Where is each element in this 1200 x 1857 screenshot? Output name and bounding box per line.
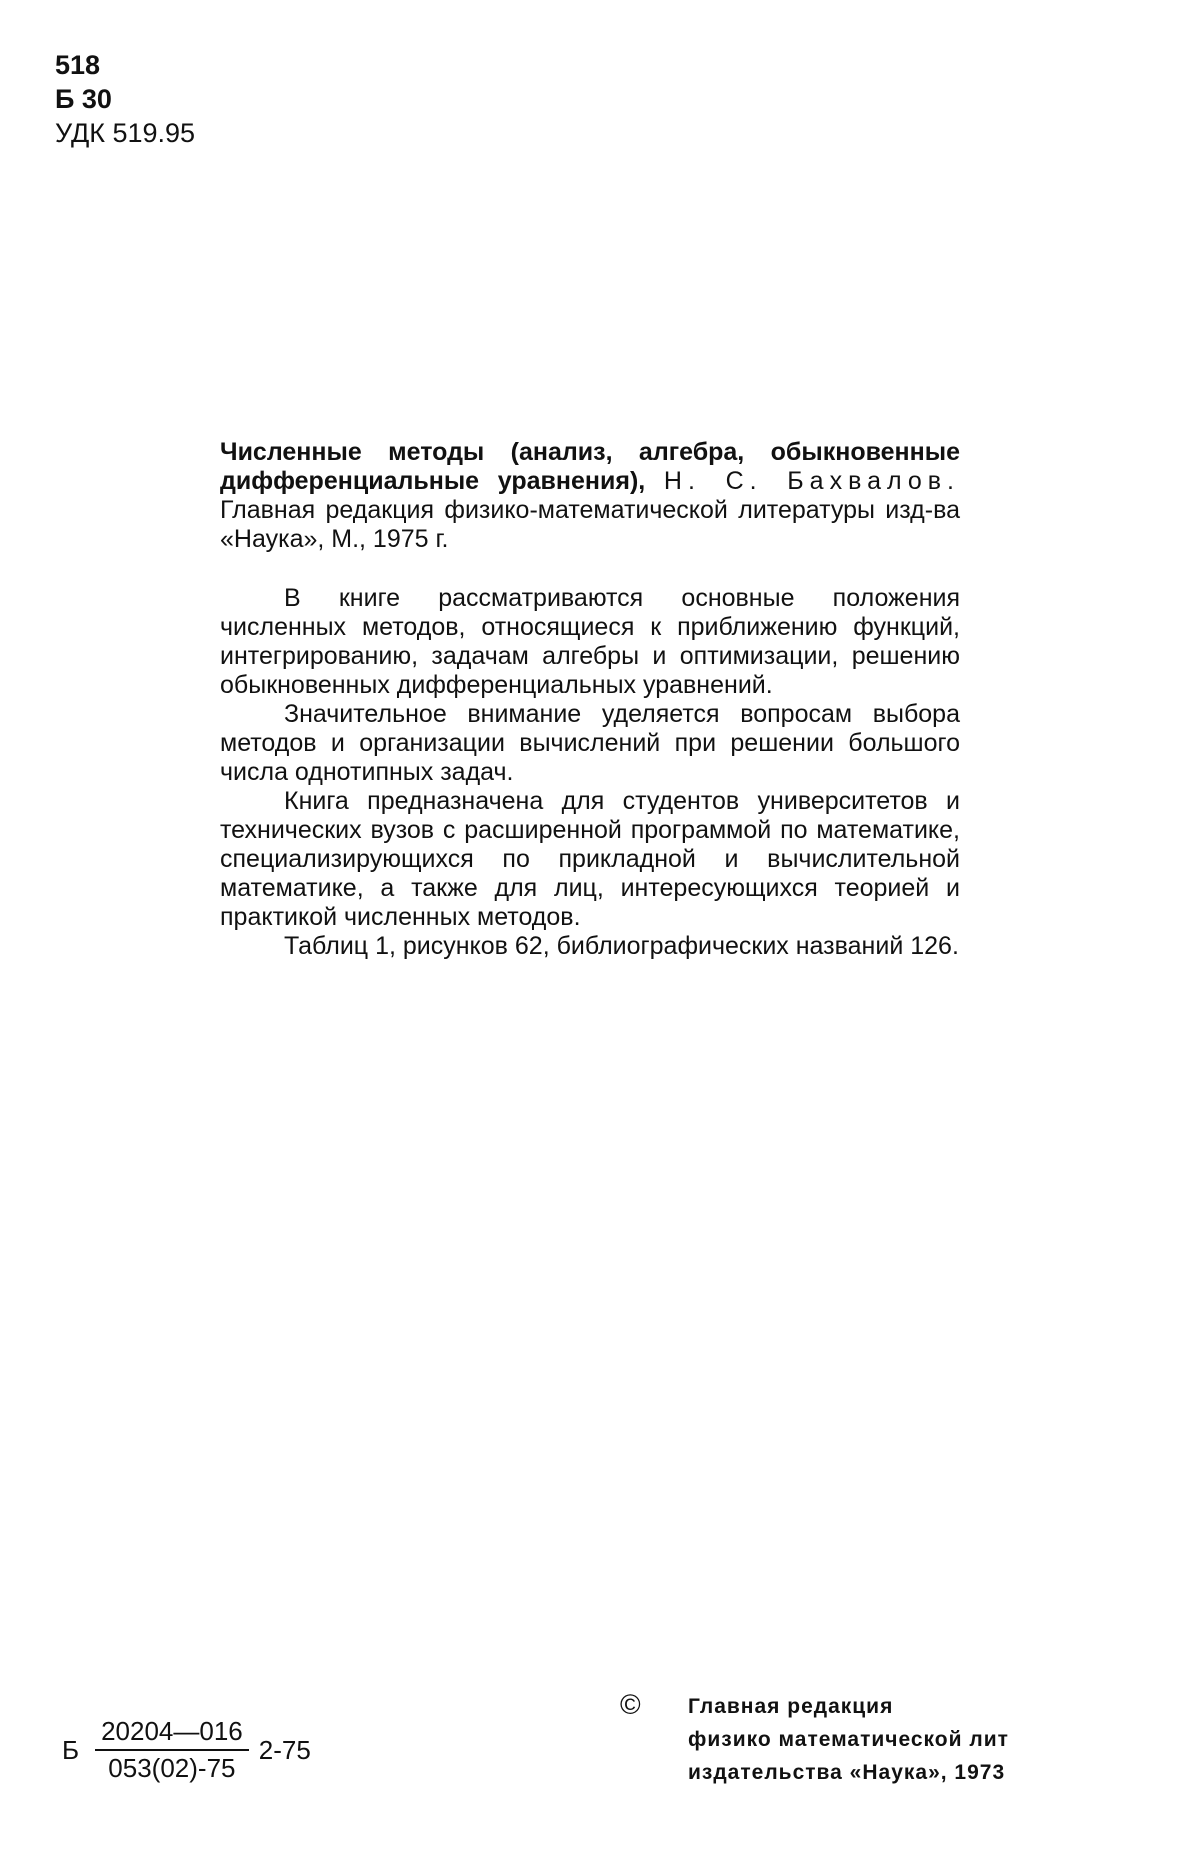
annotation-block — [220, 438, 960, 961]
publication-code — [62, 1716, 311, 1784]
copyright-line: физико математической лит — [688, 1728, 1009, 1751]
bbk-index: 518 — [55, 50, 101, 80]
code-numerator: 20204—016 — [95, 1716, 249, 1751]
code-fraction — [95, 1716, 249, 1784]
copyright-line: Главная редакция — [688, 1695, 894, 1718]
bibliographic-entry — [220, 438, 960, 554]
annotation-paragraph: Таблиц 1, рисунков 62, библиографических названий 126. — [284, 932, 959, 960]
publisher-info: Главная редакция физико-математической литературы изд-ва «Наука», М., 1975 г. — [220, 496, 960, 553]
udk-index: УДК 519.95 — [55, 118, 196, 148]
annotation-paragraph: Значительное внимание уделяется вопросам выбора методов и организации вычислений при решении большого числа однотипных задач. — [220, 700, 960, 786]
copyright-icon: © — [620, 1689, 641, 1720]
book-title: Численные методы (анализ, алгебра, обыкновенные дифференциальные уравнения), — [220, 438, 960, 495]
copyright-notice — [620, 1690, 1009, 1789]
code-letter: Б — [62, 1734, 80, 1765]
copyright-line: издательства «Наука», 1973 — [688, 1761, 1006, 1784]
author-mark: Б 30 — [55, 84, 112, 114]
code-denominator: 053(02)-75 — [108, 1753, 236, 1783]
copyright-lines — [688, 1690, 1009, 1789]
classification-block — [55, 48, 195, 150]
annotation-paragraph: Книга предназначена для студентов университетов и технических вузов с расширенной программой по математике, специализирующихся по прикладной и вычислительной математике, а также для лиц, интересующихся теорией и практикой численных методов. — [220, 787, 960, 931]
code-suffix: 2-75 — [258, 1734, 311, 1765]
book-author: Н. С. Бахвалов. — [663, 467, 960, 495]
annotation-paragraph: В книге рассматриваются основные положения численных методов, относящиеся к приближению функций, интегрированию, задачам алгебры и оптимизации, решению обыкновенных дифференциальных уравнений. — [220, 584, 960, 699]
